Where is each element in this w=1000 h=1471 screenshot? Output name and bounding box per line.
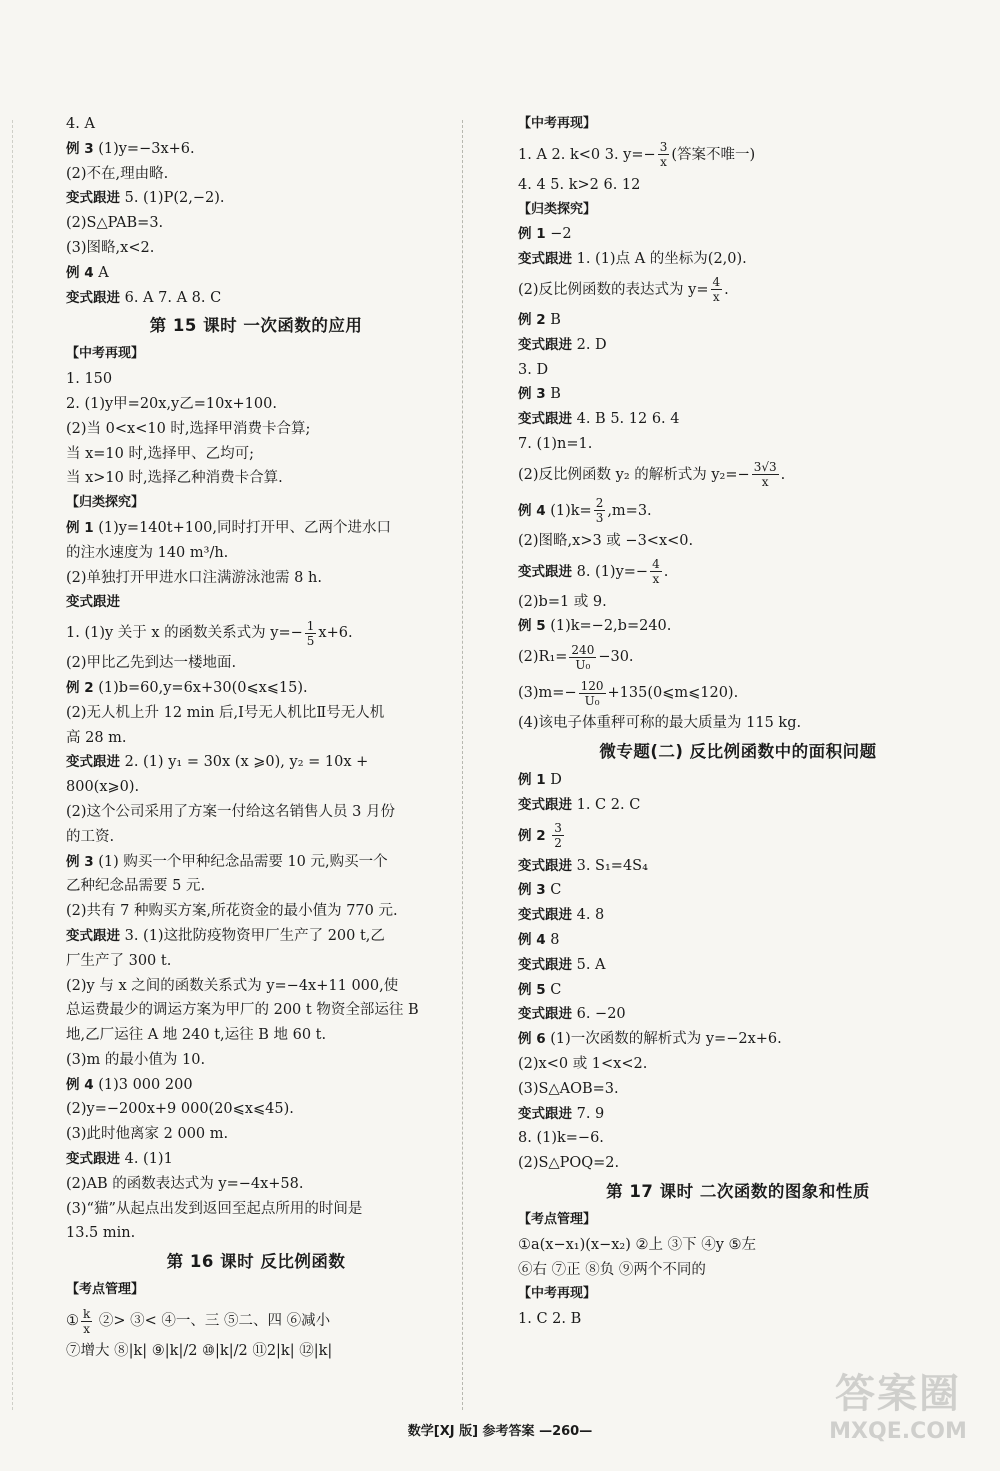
example-label: 例 4 xyxy=(66,264,94,281)
answer-line xyxy=(66,800,446,825)
answer-text: (2)甲比乙先到达一楼地面. xyxy=(66,655,237,672)
answer-text: B xyxy=(545,311,561,328)
fraction xyxy=(552,822,564,849)
page-footer: 数学[XJ 版] 参考答案 —260— xyxy=(407,1424,593,1439)
answer-line xyxy=(66,1172,446,1197)
answer-line xyxy=(66,1122,446,1147)
answer-text: (3)图略,x<2. xyxy=(66,239,155,256)
answer-text: . xyxy=(724,281,729,298)
fraction xyxy=(579,680,606,707)
answer-line xyxy=(518,1307,958,1332)
answer-text: ,m=3. xyxy=(607,502,652,519)
answer-line xyxy=(66,442,446,467)
answer-text: −30. xyxy=(598,649,634,666)
fraction xyxy=(658,141,670,168)
answer-text: 8. (1)y=− xyxy=(572,563,649,580)
answer-text: . xyxy=(663,563,669,580)
example-label: 变式跟进 xyxy=(66,190,120,207)
example-label: 例 3 xyxy=(66,140,94,157)
answer-line xyxy=(66,701,446,726)
fraction-denominator: 5 xyxy=(306,633,315,648)
answer-line xyxy=(518,768,958,793)
example-label: 例 4 xyxy=(518,502,546,519)
answer-line xyxy=(518,1151,958,1176)
answer-line xyxy=(518,711,958,736)
answer-text: 总运费最少的调运方案为甲厂的 200 t 物资全部运往 B xyxy=(66,1002,419,1019)
answer-text: (1)k=−2,b=240. xyxy=(545,618,672,635)
fraction-denominator: x xyxy=(83,1321,91,1336)
answer-line xyxy=(518,793,958,818)
example-label: 变式跟进 xyxy=(518,251,572,268)
answer-text: (3)此时他离家 2 000 m. xyxy=(66,1126,229,1143)
example-label: 变式跟进 xyxy=(66,594,120,611)
fraction xyxy=(650,558,662,585)
example-label: 例 3 xyxy=(66,853,94,870)
example-label: 例 4 xyxy=(66,1076,94,1093)
example-label: 例 1 xyxy=(518,771,546,788)
answer-line xyxy=(518,358,958,383)
answer-line xyxy=(518,137,958,173)
fraction-numerator: 3√3 xyxy=(753,460,777,475)
example-label: 例 3 xyxy=(518,882,546,899)
answer-text: (1)k= xyxy=(545,502,592,519)
answer-text: 2. D xyxy=(572,336,607,353)
watermark-logo xyxy=(808,1362,988,1462)
answer-line xyxy=(66,998,446,1023)
answer-line xyxy=(518,590,958,615)
example-label: 变式跟进 xyxy=(66,289,120,306)
answer-text: 800(x⩾0). xyxy=(66,779,140,796)
answer-text: (2)图略,x>3 或 −3<x<0. xyxy=(518,532,694,549)
answer-line xyxy=(518,407,958,432)
section-heading: 【归类探究】 xyxy=(518,201,597,217)
fraction xyxy=(569,644,596,671)
answer-text: 当 x>10 时,选择乙种消费卡合算. xyxy=(66,470,283,487)
answer-line xyxy=(518,554,958,590)
answer-line xyxy=(66,137,446,162)
fraction xyxy=(305,620,317,647)
answer-text: (1)一次函数的解析式为 y=−2x+6. xyxy=(545,1031,782,1048)
left-column xyxy=(66,112,446,1364)
answer-line xyxy=(518,1233,958,1258)
fraction-denominator: x xyxy=(652,572,660,587)
answer-text: ②> ③< ④一、三 ⑤二、四 ⑥减小 xyxy=(94,1313,331,1330)
example-label: 变式跟进 xyxy=(518,1105,572,1122)
answer-line xyxy=(518,903,958,928)
lesson-title: 第 17 课时 二次函数的图象和性质 xyxy=(606,1181,870,1201)
answer-line xyxy=(66,1221,446,1246)
answer-text: (2)S△PAB=3. xyxy=(66,215,164,232)
answer-line xyxy=(518,222,958,247)
answer-line xyxy=(66,924,446,949)
answer-line xyxy=(518,878,958,903)
answer-text: −2 xyxy=(545,226,572,243)
fraction-numerator: 1 xyxy=(306,618,315,633)
answer-text: (4)该电子体重秤可称的最大质量为 115 kg. xyxy=(518,715,802,732)
answer-line xyxy=(518,953,958,978)
example-label: 变式跟进 xyxy=(518,907,572,924)
answer-line xyxy=(518,1102,958,1127)
fraction-denominator: U₀ xyxy=(584,693,600,708)
answer-text: 2. (1) y₁ = 30x (x ⩾0), y₂ = 10x + xyxy=(120,754,369,771)
fraction-denominator: U₀ xyxy=(575,657,591,672)
answer-text: 4. (1)1 xyxy=(120,1151,173,1168)
answer-line xyxy=(518,529,958,554)
section-heading: 【中考再现】 xyxy=(518,1286,597,1302)
answer-line xyxy=(518,1052,958,1077)
section-heading: 【归类探究】 xyxy=(66,495,145,511)
example-label: 例 5 xyxy=(518,981,546,998)
watermark-bottom: MXQE.COM xyxy=(829,1419,967,1444)
answer-text: (2)单独打开甲进水口注满游泳池需 8 h. xyxy=(66,569,322,586)
section-heading: 【中考再现】 xyxy=(518,116,597,131)
answer-line xyxy=(66,1197,446,1222)
answer-text: 3. (1)这批防疫物资甲厂生产了 200 t,乙 xyxy=(120,927,385,944)
fraction-denominator: x xyxy=(761,475,769,490)
answer-line xyxy=(66,236,446,261)
answer-text: 3. D xyxy=(518,361,549,378)
answer-text: . xyxy=(780,466,786,483)
example-label: 例 4 xyxy=(518,931,546,948)
answer-text: (3)“猫”从起点出发到返回至起点所用的时间是 xyxy=(66,1200,363,1217)
answer-line xyxy=(518,1258,958,1283)
answer-text: 13.5 min. xyxy=(66,1225,136,1242)
example-label: 例 1 xyxy=(518,226,546,243)
answer-text: x+6. xyxy=(318,625,353,642)
answer-line xyxy=(66,726,446,751)
answer-text: 4. 4 5. k>2 6. 12 xyxy=(518,176,641,193)
answer-text: (3)m=− xyxy=(518,685,577,702)
example-label: 变式跟进 xyxy=(66,754,120,771)
answer-text: (2)不在,理由略. xyxy=(66,165,169,182)
answer-line xyxy=(66,186,446,211)
answer-line xyxy=(66,590,446,615)
example-label: 例 2 xyxy=(518,827,546,844)
answer-text: 2. (1)y甲=20x,y乙=10x+100. xyxy=(66,395,277,412)
answer-text: 1. 150 xyxy=(66,371,113,388)
answer-line xyxy=(66,750,446,775)
fraction-numerator: 4 xyxy=(652,557,660,572)
answer-line xyxy=(518,173,958,198)
answer-line xyxy=(66,1048,446,1073)
answer-text: 1. (1)点 A 的坐标为(2,0). xyxy=(572,251,747,268)
answer-line xyxy=(66,1097,446,1122)
answer-text: 的工资. xyxy=(66,828,115,845)
answer-text: 1. C 2. B xyxy=(518,1311,582,1328)
answer-line xyxy=(66,417,446,442)
answer-line xyxy=(66,541,446,566)
answer-text: (2)AB 的函数表达式为 y=−4x+58. xyxy=(66,1175,304,1192)
answer-line xyxy=(66,676,446,701)
answer-text: B xyxy=(545,386,561,403)
right-column xyxy=(518,112,958,1332)
answer-text: (2)x<0 或 1<x<2. xyxy=(518,1055,648,1072)
answer-text: (2)这个公司采用了方案一付给这名销售人员 3 月份 xyxy=(66,803,395,820)
answer-text xyxy=(546,828,551,844)
answer-text: 8 xyxy=(545,931,560,948)
answer-line xyxy=(518,854,958,879)
watermark-top: 答案圈 xyxy=(835,1371,961,1417)
answer-line xyxy=(518,928,958,953)
answer-text: 7. (1)n=1. xyxy=(518,435,593,452)
section-heading: 【考点管理】 xyxy=(518,1211,597,1227)
fraction-numerator: 3 xyxy=(659,140,668,155)
example-label: 变式跟进 xyxy=(518,411,572,428)
fraction xyxy=(594,497,606,524)
fraction-numerator: 4 xyxy=(712,275,721,290)
answer-text: 8. (1)k=−6. xyxy=(518,1130,604,1147)
answer-text: 1. (1)y 关于 x 的函数关系式为 y=− xyxy=(66,625,303,642)
answer-text: 4. 8 xyxy=(572,907,605,924)
answer-text: (1)b=60,y=6x+30(0⩽x⩽15). xyxy=(93,679,308,696)
answer-text: 4. A xyxy=(66,116,95,132)
fraction xyxy=(711,276,723,303)
example-label: 变式跟进 xyxy=(518,336,572,353)
answer-line xyxy=(66,615,446,651)
answer-text: ①a(x−x₁)(x−x₂) ②上 ③下 ④y ⑤左 xyxy=(518,1236,757,1253)
answer-text: 厂生产了 300 t. xyxy=(66,952,172,969)
answer-text: (2)无人机上升 12 min 后,Ⅰ号无人机比Ⅱ号无人机 xyxy=(66,704,385,721)
answer-text: (2)反比例函数的表达式为 y= xyxy=(518,281,709,298)
example-label: 例 5 xyxy=(518,618,546,635)
example-label: 变式跟进 xyxy=(518,1006,572,1023)
fraction xyxy=(81,1308,92,1335)
answer-line xyxy=(518,382,958,407)
example-label: 例 2 xyxy=(66,679,94,696)
answer-line xyxy=(518,1077,958,1102)
answer-text: 3. S₁=4S₄ xyxy=(572,857,648,874)
answer-text: 5. (1)P(2,−2). xyxy=(120,190,225,207)
fraction-denominator: x xyxy=(660,155,667,170)
example-label: 变式跟进 xyxy=(518,956,572,973)
answer-text: ⑦增大 ⑧|k| ⑨|k|/2 ⑩|k|/2 ⑪2|k| ⑫|k| xyxy=(66,1343,333,1360)
answer-line xyxy=(66,286,446,311)
answer-line xyxy=(518,1126,958,1151)
section-heading: 【考点管理】 xyxy=(66,1282,145,1298)
fraction-numerator: 2 xyxy=(595,496,604,511)
answer-text: 5. A xyxy=(572,956,606,973)
example-label: 变式跟进 xyxy=(518,796,572,813)
answer-text: C xyxy=(545,981,562,998)
binding-margin-line xyxy=(12,120,13,1410)
answer-text: (3)S△AOB=3. xyxy=(518,1080,619,1097)
answer-text: 1. A 2. k<0 3. y=− xyxy=(518,146,656,163)
fraction-denominator: 3 xyxy=(595,511,604,526)
answer-line xyxy=(66,261,446,286)
answer-line xyxy=(518,432,958,457)
answer-line xyxy=(66,974,446,999)
answer-text: 乙种纪念品需要 5 元. xyxy=(66,878,206,895)
lesson-title: 微专题(二) 反比例函数中的面积问题 xyxy=(599,741,877,761)
lesson-title: 第 15 课时 一次函数的应用 xyxy=(149,316,363,336)
answer-line xyxy=(66,392,446,417)
column-divider xyxy=(462,120,463,1410)
answer-line xyxy=(66,466,446,491)
answer-text: (2)共有 7 种购买方案,所花资金的最小值为 770 元. xyxy=(66,903,398,920)
answer-text: D xyxy=(545,771,562,788)
fraction-numerator: 120 xyxy=(580,678,604,693)
fraction-numerator: k xyxy=(83,1306,91,1321)
answer-line xyxy=(518,614,958,639)
answer-line xyxy=(518,818,958,854)
answer-text: 6. −20 xyxy=(572,1006,626,1023)
answer-text: 当 x=10 时,选择甲、乙均可; xyxy=(66,445,254,462)
answer-line xyxy=(66,899,446,924)
answer-text: 高 28 m. xyxy=(66,729,127,746)
answer-text: 7. 9 xyxy=(572,1105,605,1122)
answer-text: 4. B 5. 12 6. 4 xyxy=(572,411,680,428)
answer-text: (2)R₁= xyxy=(518,649,568,666)
fraction-denominator: x xyxy=(712,290,720,305)
answer-line xyxy=(518,1002,958,1027)
fraction-numerator: 240 xyxy=(571,642,595,657)
example-label: 例 1 xyxy=(66,519,94,536)
example-label: 例 2 xyxy=(518,311,546,328)
answer-line xyxy=(66,874,446,899)
answer-line xyxy=(518,272,958,308)
answer-text: C xyxy=(545,882,562,899)
example-label: 例 6 xyxy=(518,1031,546,1048)
answer-text: ⑥右 ⑦正 ⑧负 ⑨两个不同的 xyxy=(518,1261,706,1278)
answer-text: A xyxy=(93,264,109,281)
answer-line xyxy=(518,978,958,1003)
answer-text: (1)y=140t+100,同时打开甲、乙两个进水口 xyxy=(93,519,392,536)
answer-line xyxy=(66,1339,446,1364)
example-label: 例 3 xyxy=(518,386,546,403)
answer-line xyxy=(66,162,446,187)
answer-line xyxy=(66,1073,446,1098)
answer-text: (1) 购买一个甲种纪念品需要 10 元,购买一个 xyxy=(93,853,388,870)
answer-text: ① xyxy=(66,1313,79,1330)
answer-line xyxy=(66,651,446,676)
fraction-numerator: 3 xyxy=(554,821,562,836)
answer-line xyxy=(518,675,958,711)
example-label: 变式跟进 xyxy=(66,1151,120,1168)
example-label: 变式跟进 xyxy=(518,563,572,580)
example-label: 变式跟进 xyxy=(66,927,120,944)
answer-line xyxy=(66,112,446,137)
answer-line xyxy=(518,1027,958,1052)
answer-line xyxy=(66,1303,446,1339)
answer-line xyxy=(66,1023,446,1048)
answer-line xyxy=(518,457,958,493)
answer-line xyxy=(518,493,958,529)
example-label: 变式跟进 xyxy=(518,857,572,874)
answer-text: (2)b=1 或 9. xyxy=(518,593,607,610)
answer-line xyxy=(66,1147,446,1172)
answer-text: (2)当 0<x<10 时,选择甲消费卡合算; xyxy=(66,420,311,437)
answer-line xyxy=(66,211,446,236)
answer-text: +135(0⩽m⩽120). xyxy=(607,685,739,702)
answer-line xyxy=(66,516,446,541)
answer-line xyxy=(66,367,446,392)
answer-text: (1)y=−3x+6. xyxy=(93,140,195,157)
fraction xyxy=(752,461,779,488)
answer-line xyxy=(66,850,446,875)
answer-line xyxy=(66,825,446,850)
answer-text: (1)3 000 200 xyxy=(93,1076,193,1093)
section-heading: 【中考再现】 xyxy=(66,346,145,362)
answer-text: 6. A 7. A 8. C xyxy=(120,289,222,306)
answer-line xyxy=(66,566,446,591)
lesson-title: 第 16 课时 反比例函数 xyxy=(166,1252,346,1272)
answer-line xyxy=(518,308,958,333)
answer-text: (2)y 与 x 之间的函数关系式为 y=−4x+11 000,使 xyxy=(66,977,399,994)
answer-line xyxy=(518,639,958,675)
answer-text: 的注水速度为 140 m³/h. xyxy=(66,544,229,561)
answer-text: (3)m 的最小值为 10. xyxy=(66,1051,206,1068)
answer-text: (2)y=−200x+9 000(20⩽x⩽45). xyxy=(66,1101,294,1118)
answer-line xyxy=(518,247,958,272)
answer-text: (答案不唯一) xyxy=(671,146,756,163)
fraction-denominator: 2 xyxy=(554,836,562,851)
answer-line xyxy=(66,775,446,800)
answer-text: 地,乙厂运往 A 地 240 t,运往 B 地 60 t. xyxy=(66,1027,327,1044)
answer-text: (2)S△POQ=2. xyxy=(518,1155,620,1172)
answer-line xyxy=(518,333,958,358)
answer-line xyxy=(66,949,446,974)
answer-text: (2)反比例函数 y₂ 的解析式为 y₂=− xyxy=(518,466,750,483)
answer-text: 1. C 2. C xyxy=(572,796,641,813)
